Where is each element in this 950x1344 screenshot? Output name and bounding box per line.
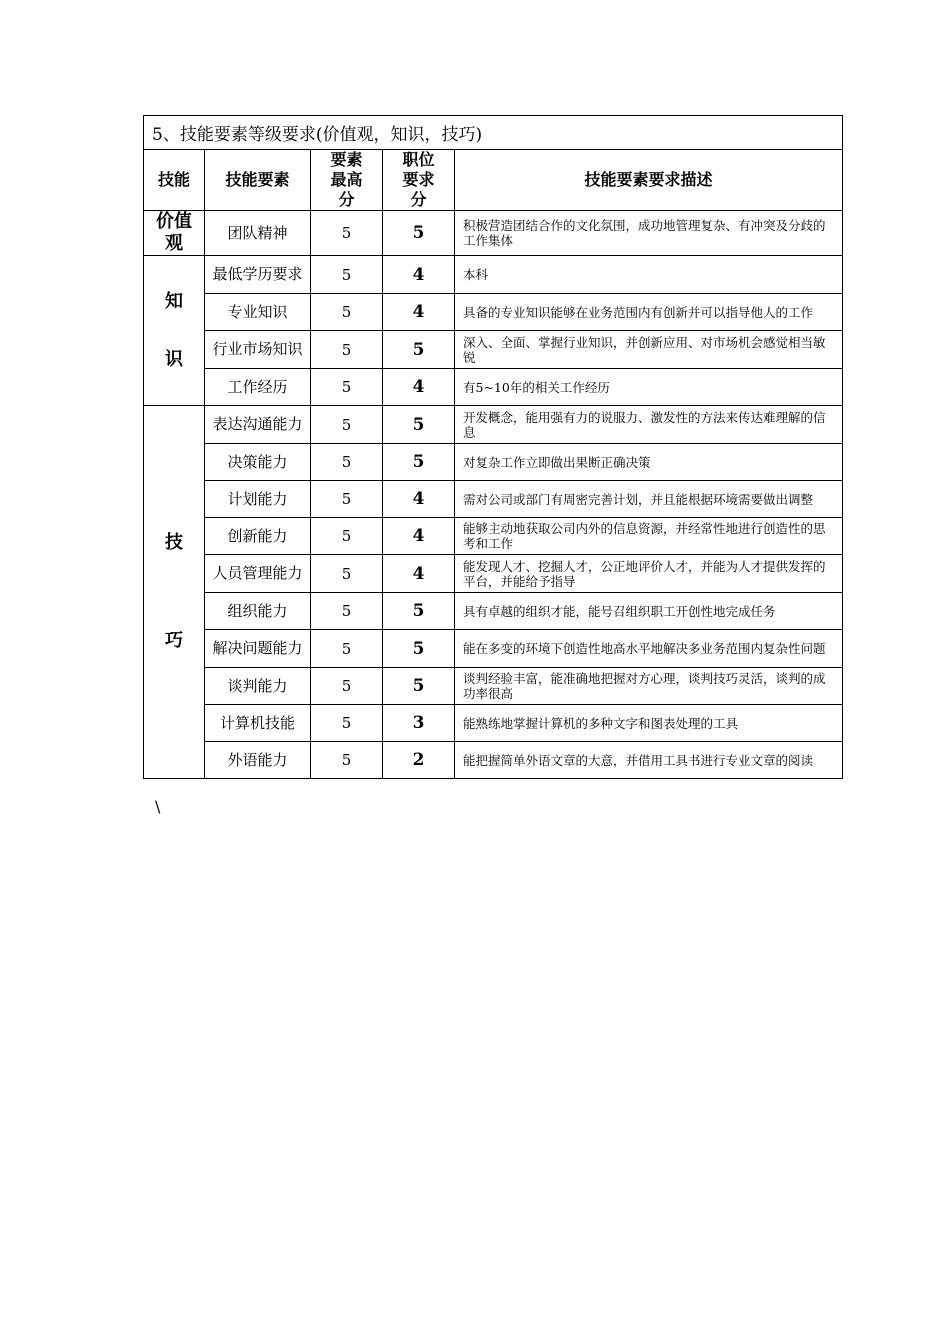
required-score-cell: 5: [383, 668, 455, 705]
max-score-cell: 5: [311, 211, 383, 256]
category-knowledge-char: 知: [165, 290, 183, 312]
element-cell: 外语能力: [205, 742, 311, 779]
element-cell: 专业知识: [205, 294, 311, 331]
element-cell: 决策能力: [205, 444, 311, 481]
category-knowledge: [144, 256, 205, 406]
element-cell: 工作经历: [205, 369, 311, 406]
required-score-cell: 2: [383, 742, 455, 779]
description-cell: 能把握简单外语文章的大意，并借用工具书进行专业文章的阅读: [455, 742, 843, 779]
element-cell: 计划能力: [205, 481, 311, 518]
category-skills-label: [144, 532, 204, 652]
table-row: [144, 481, 843, 518]
required-score-cell: 5: [383, 331, 455, 369]
element-cell: 谈判能力: [205, 668, 311, 705]
element-cell: 行业市场知识: [205, 331, 311, 369]
element-cell: 最低学历要求: [205, 256, 311, 294]
table-title: 5、技能要素等级要求(价值观，知识，技巧): [144, 116, 843, 150]
category-knowledge-label: [144, 291, 204, 371]
required-score-cell: 5: [383, 406, 455, 444]
table-row: [144, 211, 843, 256]
required-score-cell: 4: [383, 555, 455, 593]
table-title-row: [144, 116, 843, 150]
max-score-cell: 5: [311, 555, 383, 593]
description-cell: 深入、全面、掌握行业知识，并创新应用、对市场机会感觉相当敏锐: [455, 331, 843, 369]
required-score-cell: 3: [383, 705, 455, 742]
category-skills-char: 技: [165, 532, 183, 553]
required-score-cell: 4: [383, 369, 455, 406]
max-score-cell: 5: [311, 668, 383, 705]
table-row: [144, 630, 843, 668]
max-score-cell: 5: [311, 256, 383, 294]
required-score-cell: 4: [383, 256, 455, 294]
table-row: [144, 518, 843, 555]
table-row: [144, 555, 843, 593]
max-score-cell: 5: [311, 518, 383, 555]
element-cell: 计算机技能: [205, 705, 311, 742]
table-row: [144, 406, 843, 444]
description-cell: 能够主动地获取公司内外的信息资源，并经常性地进行创造性的思考和工作: [455, 518, 843, 555]
description-cell: 有5~10年的相关工作经历: [455, 369, 843, 406]
max-score-cell: 5: [311, 406, 383, 444]
description-cell: 需对公司或部门有周密完善计划，并且能根据环境需要做出调整: [455, 481, 843, 518]
category-skills-char: 巧: [165, 630, 183, 651]
category-knowledge-char: 识: [165, 348, 183, 370]
table-row: [144, 742, 843, 779]
header-max-score: [311, 150, 383, 211]
header-required-score: [383, 150, 455, 211]
element-cell: 表达沟通能力: [205, 406, 311, 444]
max-score-cell: 5: [311, 705, 383, 742]
description-cell: 能熟练地掌握计算机的多种文字和图表处理的工具: [455, 705, 843, 742]
header-required-score-text: 职位要求分: [402, 150, 435, 209]
table-row: [144, 294, 843, 331]
skill-requirements-table: [143, 115, 843, 779]
description-cell: 对复杂工作立即做出果断正确决策: [455, 444, 843, 481]
header-skill: 技能: [144, 150, 205, 211]
table-row: [144, 444, 843, 481]
required-score-cell: 4: [383, 481, 455, 518]
table-row: [144, 331, 843, 369]
element-cell: 解决问题能力: [205, 630, 311, 668]
table-row: [144, 256, 843, 294]
max-score-cell: 5: [311, 444, 383, 481]
element-cell: 人员管理能力: [205, 555, 311, 593]
description-cell: 能发现人才、挖掘人才，公正地评价人才，并能为人才提供发挥的平台，并能给予指导: [455, 555, 843, 593]
header-description: 技能要素要求描述: [455, 150, 843, 211]
description-cell: 本科: [455, 256, 843, 294]
header-max-score-text: 要素最高分: [330, 150, 363, 209]
max-score-cell: 5: [311, 742, 383, 779]
description-cell: 开发概念，能用强有力的说服力、激发性的方法来传达难理解的信息: [455, 406, 843, 444]
description-cell: 具备的专业知识能够在业务范围内有创新并可以指导他人的工作: [455, 294, 843, 331]
required-score-cell: 5: [383, 211, 455, 256]
header-row: [144, 150, 843, 211]
description-cell: 积极营造团结合作的文化氛围，成功地管理复杂、有冲突及分歧的工作集体: [455, 211, 843, 256]
trailing-backslash: \: [155, 797, 161, 816]
max-score-cell: 5: [311, 294, 383, 331]
table-row: [144, 369, 843, 406]
required-score-cell: 4: [383, 294, 455, 331]
element-cell: 团队精神: [205, 211, 311, 256]
element-cell: 组织能力: [205, 593, 311, 630]
description-cell: 谈判经验丰富，能准确地把握对方心理，谈判技巧灵活，谈判的成功率很高: [455, 668, 843, 705]
table-row: [144, 668, 843, 705]
element-cell: 创新能力: [205, 518, 311, 555]
max-score-cell: 5: [311, 369, 383, 406]
required-score-cell: 5: [383, 593, 455, 630]
required-score-cell: 5: [383, 630, 455, 668]
max-score-cell: 5: [311, 593, 383, 630]
max-score-cell: 5: [311, 630, 383, 668]
category-skills: [144, 406, 205, 779]
category-values-label: 价值观: [156, 211, 192, 254]
table-row: [144, 593, 843, 630]
table-row: [144, 705, 843, 742]
max-score-cell: 5: [311, 331, 383, 369]
required-score-cell: 5: [383, 444, 455, 481]
header-element: 技能要素: [205, 150, 311, 211]
category-values: [144, 211, 205, 256]
description-cell: 具有卓越的组织才能，能号召组织职工开创性地完成任务: [455, 593, 843, 630]
description-cell: 能在多变的环境下创造性地高水平地解决多业务范围内复杂性问题: [455, 630, 843, 668]
required-score-cell: 4: [383, 518, 455, 555]
max-score-cell: 5: [311, 481, 383, 518]
